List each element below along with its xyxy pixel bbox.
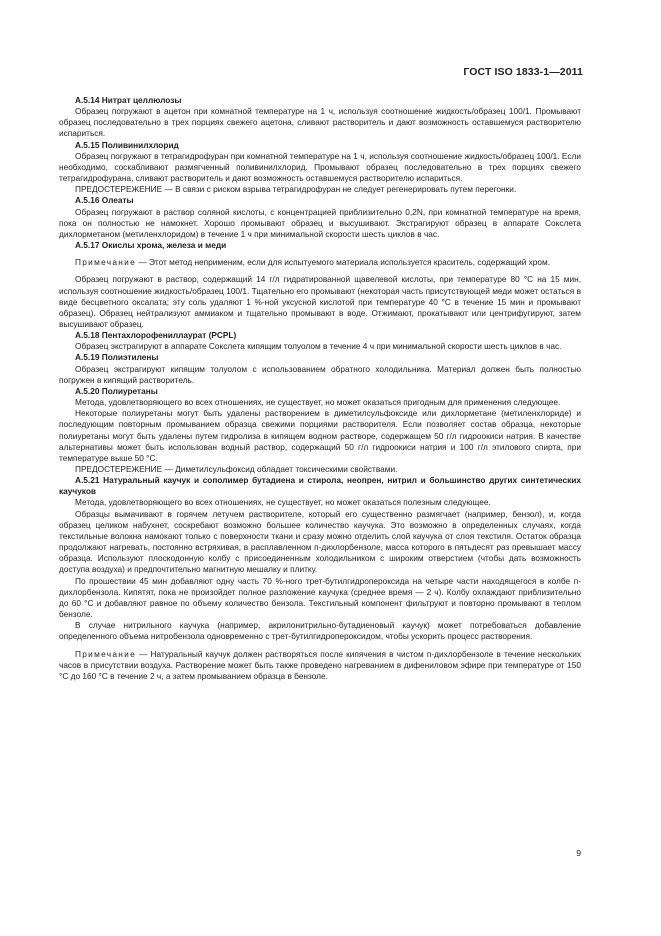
page-number: 9 <box>576 848 581 858</box>
warning-paragraph: ПРЕДОСТЕРЕЖЕНИЕ — Диметилсульфоксид обладает токсическими свойствами. <box>75 464 398 474</box>
body-paragraph: Метода, удовлетворяющего во всех отношениях, не существует, но может оказаться пригодным для применения следующее. <box>75 397 561 408</box>
section-heading: A.5.14 Нитрат целлюлозы <box>75 95 182 105</box>
note-text: — Этот метод неприменим, если для испытуемого материала используется краситель, содержащий хром. <box>136 257 551 268</box>
note-label: Примечание <box>75 257 137 268</box>
document-body <box>59 95 581 688</box>
body-paragraph: Образец погружают в раствор, содержащий 14 г/л гидратированной щавелевой кислоты, при температуре 80 °С на 15 мин, используя соотношение жидкость/образец 100/1. Тщательно его промывают (некоторая часть присутствующей меди может остаться в виде бесцветного оксалата; эту соль удаляют 1 %-ной уксусной кислотой при температуре 40 °С в течение 15 мин и промывают образец). Образец нейтрализуют аммиаком и тщательно промывают в воде. Отжимают, прокатывают или центрифугируют, затем высушивают образец. <box>59 274 581 329</box>
section-heading: A.5.21 Натуральный каучук и сополимер бутадиена и стирола, неопрен, нитрил и большинство других синтетических каучуков <box>59 475 581 497</box>
note-paragraph <box>59 649 581 682</box>
body-paragraph: Некоторые полиуретаны могут быть удалены растворением в диметилсульфоксиде или дихлорметане (метиленхлориде) и последующим повторным промыванием образца свежими порциями растворителя. Если позволяет состав образца, некоторые полиуретаны могут быть удалены путем гидролиза в кипящем водном растворе, содержащем 50 г/л гидроокиси натрия. В качестве альтернативы может быть использован водный раствор, содержащий 50 г/л гидроокиси натрия и 100 г/л этилового спирта, при температуре выше 50 °С. <box>59 408 581 463</box>
section-heading: A.5.19 Полиэтилены <box>75 352 159 363</box>
body-paragraph: Образец погружают в ацетон при комнатной температуре на 1 ч, используя соотношение жидкость/образец 100/1. Промывают образец последовательно в трех порциях свежего ацетона, сливают растворитель и дают возможность оставшемуся растворителю испариться. <box>59 106 581 139</box>
section-heading: A.5.15 Поливинилхлорид <box>75 139 179 150</box>
body-paragraph: Образцы вымачивают в горячем летучем растворителе, который его существенно размягчает (например, бензол), и, когда образец целиком набухнет, соскребают возможно большее количество каучука. Это возможно в определенных случаях, когда текстильные волокна намокают только с поверхности ткани и сразу можно отделить слой каучука от слоя текстиля. Остаток образца продолжают нагревать, постоянно встряхивая, в расплавленном п-дихлорбензоле, масса которого в пятьдесят раз превышает массу образца. Используют плоскодонную колбу с присоединенным холодильником с широким отверстием (чтобы дать возможность доступа воздуха) и предпочтительно магнитную мешалку и плитку. <box>59 508 581 575</box>
note-label: Примечание <box>75 648 137 659</box>
section-heading: A.5.20 Полиуретаны <box>75 385 158 396</box>
warning-paragraph: ПРЕДОСТЕРЕЖЕНИЕ — В связи с риском взрыва тетрагидрофуран не следует регенерировать путем перегонки. <box>75 184 517 195</box>
section-heading: A.5.16 Олеаты <box>75 195 134 206</box>
note-paragraph <box>59 257 581 268</box>
body-paragraph: Образец экстрагируют кипящим толуолом с использованием обратного холодильника. Материал должен быть полностью погружен в кипящий растворитель. <box>59 363 581 385</box>
section-heading: A.5.17 Окислы хрома, железа и меди <box>75 240 227 251</box>
body-paragraph: В случае нитрильного каучука (например, акрилонитрильно-бутадиеновый каучук) может потребоваться добавление определенного объема нитробензола одновременно с трет-бутилгидропероксидом, чтобы ускорить процесс растворения. <box>59 620 581 642</box>
body-paragraph: Образец погружают в тетрагидрофуран при комнатной температуре на 1 ч, используя соотношение жидкость/образец 100/1. Если необходимо, соскабливают размягченный поливинилхлорид. Промывают образец последовательно в трех порциях свежего тетрагидрофурана, сливают растворитель и дают возможность оставшемуся растворителю испариться. <box>59 150 581 184</box>
body-paragraph: Образец экстрагируют в аппарате Сокслета кипящим толуолом в течение 4 ч при минимальной скорости шесть циклов в час. <box>75 341 562 352</box>
document-standard-header: ГОСТ ISO 1833-1—2011 <box>463 66 583 78</box>
note-text: — Натуральный каучук должен растворяться после кипячения в чистом п-дихлорбензоле в течение нескольких часов в присутствии воздуха. Растворение может быть также проведено нагреванием в дифениловом эфире при температуре от 150 °С до 160 °С в течение 2 ч, а затем промыванием образца в бензоле. <box>59 648 581 681</box>
body-paragraph: Метода, удовлетворяющего во всех отношениях, не существует, но может оказаться полезным следующее. <box>75 497 491 508</box>
section-heading: A.5.18 Пентахлорофениллаурат (PCPL) <box>75 330 237 341</box>
body-paragraph: Образец погружают в раствор соляной кислоты, с концентрацией приблизительно 0,2N, при комнатной температуре на время, пока он полностью не намокнет. Хорошо промывают образец и высушивают. Экстрагируют образец в аппарате Сокслета дихлорметаном (метиленхлоридом) в течение 1 ч при минимальной скорости шесть циклов в час. <box>59 206 581 239</box>
body-paragraph: По прошествии 45 мин добавляют одну часть 70 %-ного трет-бутилгидропероксида на четыре части находящегося в колбе п-дихлорбензола. Кипятят, пока не произойдет полное разложение каучука (среднее время — 2 ч). Колбу охлаждают приблизительно до 60 °С и добавляют равное по объему количество бензола. Текстильный компонент фильтруют и повторно промывают в теплом бензоле. <box>59 575 581 620</box>
